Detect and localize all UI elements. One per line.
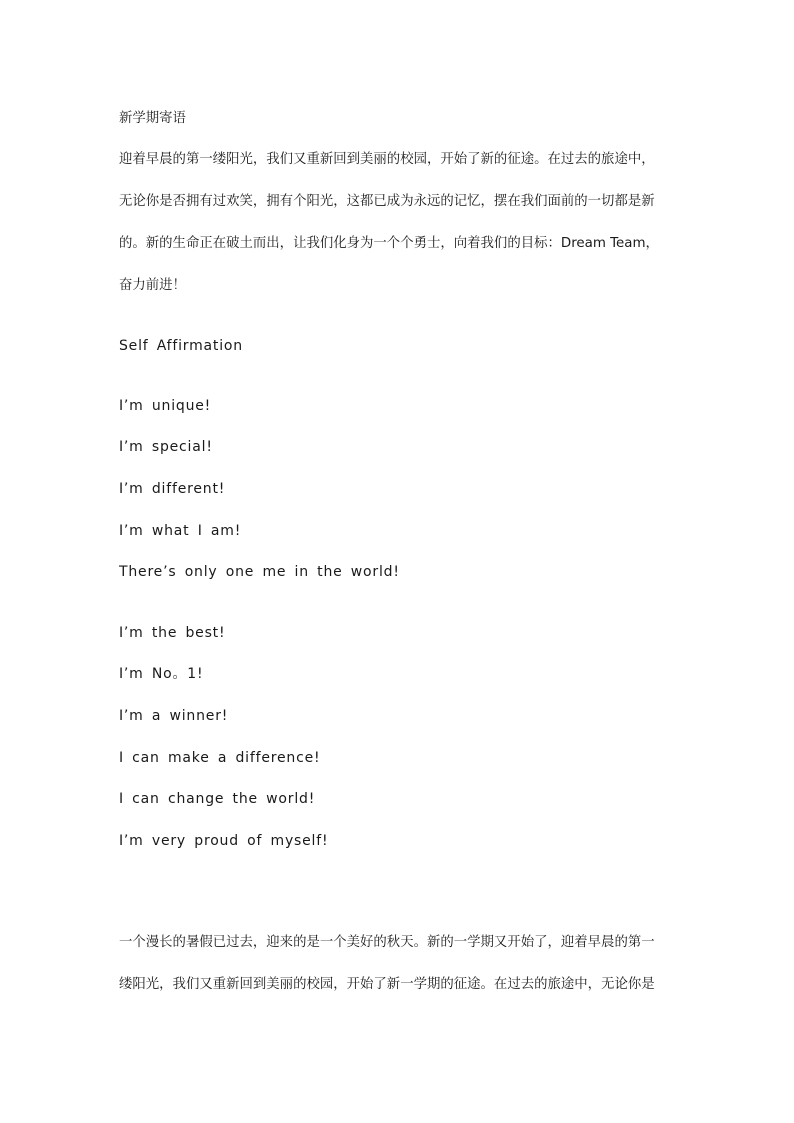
affirmation-line: I’m what I am! (119, 523, 242, 539)
affirmation-heading: Self Affirmation (119, 338, 243, 354)
closing-line-1: 一个漫长的暑假已过去，迎来的是一个美好的秋天。新的一学期又开始了，迎着早晨的第一 (119, 935, 655, 950)
affirmation-line: I’m special! (119, 439, 213, 455)
affirmation-line: I’m different! (119, 481, 226, 497)
affirmation-line: I’m a winner! (119, 708, 229, 724)
intro-line-2: 无论你是否拥有过欢笑，拥有个阳光，这都已成为永远的记忆，摆在我们面前的一切都是新 (119, 194, 655, 209)
intro-line-3: 的。新的生命正在破土而出，让我们化身为一个个勇士，向着我们的目标：Dream Team， (119, 236, 659, 251)
intro-line-4: 奋力前进！ (119, 278, 186, 293)
affirmation-line: I’m very proud of myself! (119, 833, 329, 849)
affirmation-line: There’s only one me in the world! (119, 564, 400, 580)
document-title: 新学期寄语 (119, 111, 186, 126)
affirmation-line: I can change the world! (119, 791, 316, 807)
intro-line-1: 迎着早晨的第一缕阳光，我们又重新回到美丽的校园，开始了新的征途。在过去的旅途中， (119, 152, 655, 167)
closing-line-2: 缕阳光，我们又重新回到美丽的校园，开始了新一学期的征途。在过去的旅途中，无论你是 (119, 977, 655, 992)
affirmation-line: I’m the best! (119, 625, 226, 641)
affirmation-line: I’m No。1! (119, 666, 204, 682)
affirmation-line: I’m unique! (119, 398, 212, 414)
affirmation-line: I can make a difference! (119, 750, 321, 766)
